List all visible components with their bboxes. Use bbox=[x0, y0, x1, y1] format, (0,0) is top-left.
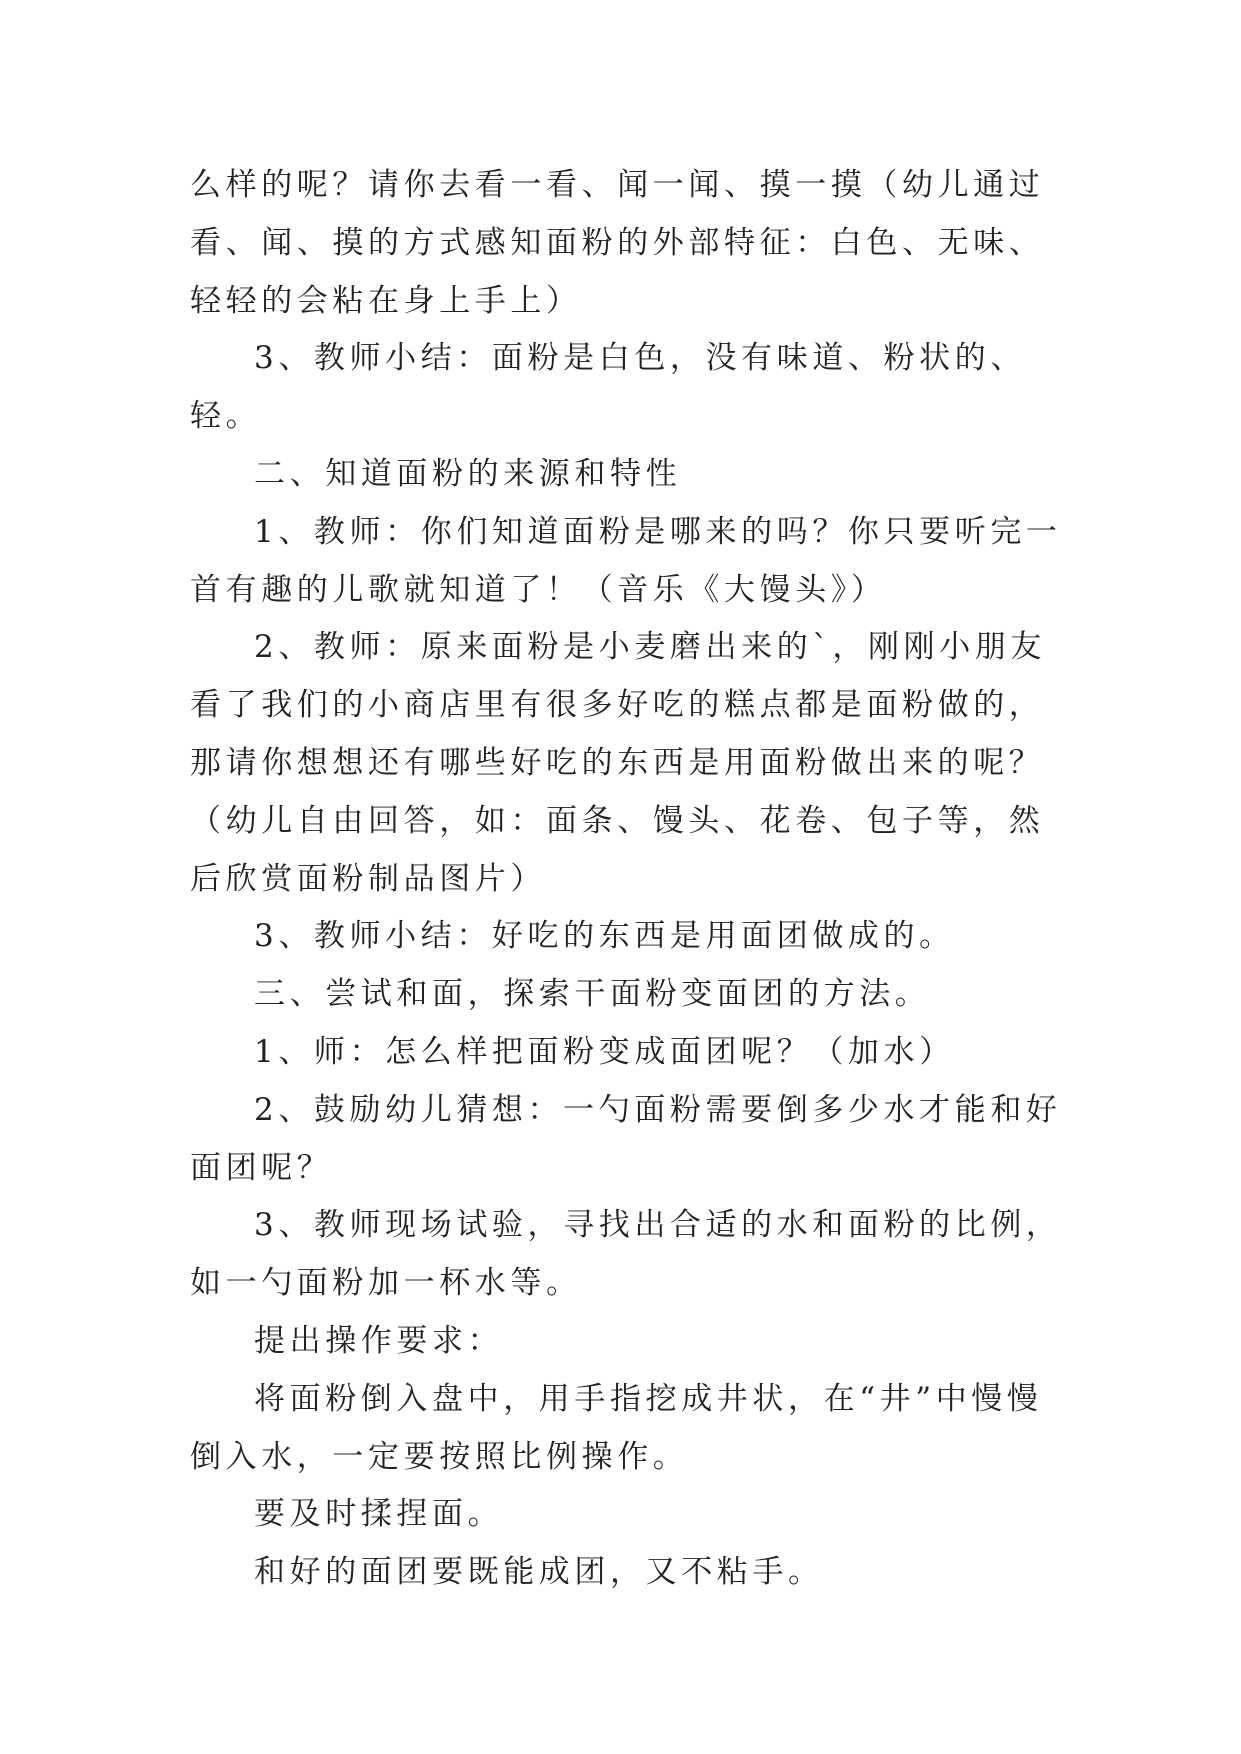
paragraph-7: 2、鼓励幼儿猜想：一勺面粉需要倒多少水才能和好面团呢？ bbox=[190, 1091, 1062, 1186]
paragraph-12: 和好的面团要既能成团，又不粘手。 bbox=[254, 1554, 824, 1591]
paragraph-9: 提出操作要求： bbox=[254, 1322, 504, 1359]
paragraph-8: 3、教师现场试验，寻找出合适的水和面粉的比例，如一勺面粉加一杯水等。 bbox=[190, 1207, 1062, 1302]
section-heading-2: 二、知道面粉的来源和特性 bbox=[254, 455, 682, 492]
paragraph-11: 要及时揉捏面。 bbox=[254, 1496, 504, 1533]
paragraph-5: 3、教师小结：好吃的东西是用面团做成的。 bbox=[254, 918, 955, 955]
paragraph-2: 3、教师小结：面粉是白色，没有味道、粉状的、轻。 bbox=[190, 340, 1026, 435]
paragraph-6: 1、师：怎么样把面粉变成面团呢？（加水） bbox=[254, 1033, 955, 1070]
document-body bbox=[190, 157, 1070, 1602]
section-heading-3: 三、尝试和面，探索干面粉变面团的方法。 bbox=[254, 976, 931, 1013]
paragraph-10: 将面粉倒入盘中，用手指挖成井状，在“井”中慢慢倒入水，一定要按照比例操作。 bbox=[190, 1380, 1043, 1475]
paragraph-1: 么样的呢？请你去看一看、闻一闻、摸一摸（幼儿通过看、闻、摸的方式感知面粉的外部特征：白色、无味、轻轻的会粘在身上手上） bbox=[190, 167, 1045, 319]
paragraph-4: 2、教师：原来面粉是小麦磨出来的`，刚刚小朋友看了我们的小商店里有很多好吃的糕点都是面粉做的，那请你想想还有哪些好吃的东西是用面粉做出来的呢？（幼儿自由回答，如：面条、馒头、花卷、包子等，然后欣赏面粉制品图片） bbox=[190, 629, 1047, 897]
paragraph-3: 1、教师：你们知道面粉是哪来的吗？你只要听完一首有趣的儿歌就知道了！（音乐《大馒头》） bbox=[190, 513, 1062, 608]
